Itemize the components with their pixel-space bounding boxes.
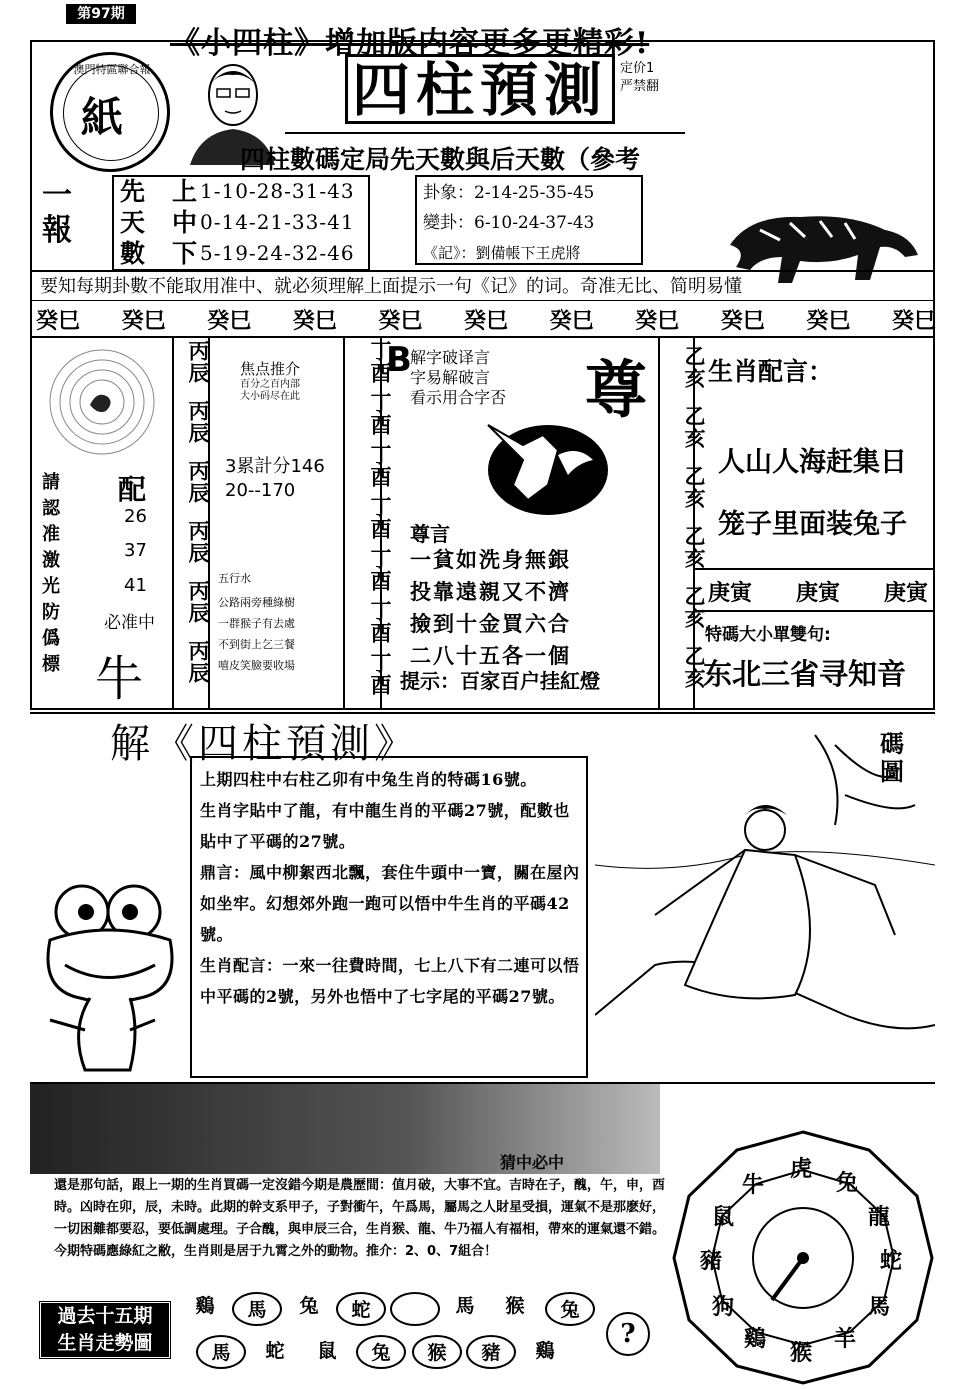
- past-line-1: 過去十五期: [57, 1305, 153, 1327]
- main-title: 四柱預測: [345, 54, 615, 124]
- price-line-1: 定价1: [620, 61, 655, 76]
- ganzhi-cell: 癸巳: [891, 308, 936, 334]
- column-dingyou: [350, 340, 410, 696]
- focus-line: 公路兩旁種綠樹: [218, 596, 295, 609]
- wheel-animal: 牛: [742, 1172, 765, 1198]
- special-text: 东北三省寻知音: [703, 657, 907, 691]
- solve-title: 解《四柱預測》: [110, 721, 418, 767]
- ganzhi-cell: 癸巳: [549, 308, 594, 334]
- wheel-animal: 鼠: [712, 1204, 735, 1230]
- past-label: [38, 1300, 172, 1360]
- divider: [343, 336, 345, 710]
- trend-bubble: 馬: [455, 1295, 475, 1317]
- zun-poem: [410, 544, 571, 672]
- ganzhi-cell: 丁酉: [368, 652, 393, 696]
- ganzhi-cell: 癸巳: [292, 308, 337, 334]
- wheel-animal: 兔: [836, 1170, 859, 1196]
- wheel-animal: 狗: [712, 1294, 735, 1320]
- ganzhi-cell: 丁酉: [368, 340, 393, 384]
- ganzhi-cell: 癸巳: [806, 308, 851, 334]
- ganzhi-cell: 丙辰: [186, 580, 211, 624]
- warn-char: 防: [42, 602, 60, 623]
- cartoon-frog: [30, 880, 190, 1080]
- zun-title: 尊言: [410, 522, 450, 546]
- divider: [172, 336, 174, 710]
- ganzhi-cell: 庚寅: [708, 580, 753, 606]
- trend-bubble: 蛇: [336, 1292, 386, 1326]
- nums-lower: 5-19-24-32-46: [200, 241, 355, 265]
- nums-middle: 0-14-21-33-41: [200, 210, 355, 234]
- deer-emblem: [468, 405, 613, 520]
- pei-num-2: 37: [124, 540, 147, 561]
- ganzhi-cell: 丙辰: [186, 640, 211, 684]
- title-rule: [285, 132, 685, 134]
- b-lines: [410, 348, 506, 408]
- swirl-emblem: [42, 345, 162, 460]
- focus-line: 一群猴子有去處: [218, 617, 295, 630]
- question-bubble: ?: [606, 1312, 650, 1356]
- center-hint: 提示：百家百户挂紅燈: [400, 669, 600, 693]
- side-char-2: 報: [42, 213, 72, 248]
- stamp-text: 澳門特區聯合報: [73, 63, 151, 76]
- b-line: 看示用合字否: [410, 388, 507, 407]
- focus-line: 嘻皮笑臉要收場: [218, 659, 295, 672]
- warn-char: 僞: [42, 628, 60, 649]
- b-letter: B: [386, 340, 412, 380]
- vertical-label-column: [120, 176, 145, 269]
- pos-upper: 上: [172, 177, 198, 206]
- pos-lower: 下: [172, 239, 198, 268]
- banner-text: 《小四柱》增加版内容更多更精彩!: [170, 26, 650, 61]
- pei-num-3: 41: [124, 575, 147, 596]
- warn-char: 激: [42, 550, 60, 571]
- pei-label: 配: [118, 473, 147, 506]
- trend-bubble: 兔: [545, 1292, 595, 1326]
- trend-bubble: 鼠: [317, 1340, 337, 1362]
- rule-ganzhi: [30, 336, 935, 338]
- solve-paragraph: 上期四柱中右柱乙卯有中兔生肖的特碼16號。: [200, 770, 537, 789]
- warn-char: 標: [42, 654, 60, 675]
- notice-text: 要知每期卦數不能取用准中、就必须理解上面提示一句《记》的词。奇准无比、简明易懂: [40, 276, 742, 297]
- label-shu: 數: [120, 239, 146, 268]
- ganzhi-cell: 癸巳: [121, 308, 166, 334]
- position-column: [172, 176, 197, 269]
- trend-bubble: 馬: [196, 1335, 246, 1369]
- sx-line-1: 人山人海赶集日: [718, 447, 907, 478]
- trend-bubble: 蛇: [265, 1340, 285, 1362]
- wheel-animal: 蛇: [880, 1248, 903, 1274]
- trend-bubble: 豬: [466, 1335, 516, 1369]
- ganzhi-cell: 丁酉: [368, 496, 393, 540]
- price-line-2: 严禁翻: [620, 79, 660, 94]
- seal-stamp: [50, 52, 170, 172]
- ganzhi-cell: 丁酉: [368, 548, 393, 592]
- ganzhi-cell: 丙辰: [186, 460, 211, 504]
- focus-element: 五行水: [218, 572, 251, 585]
- bottom-text: 還是那句話，跟上一期的生肖買碼一定沒錯今期是農歷間：值月破，大事不宜。吉時在子，醜，午，申，酉時。凶時在卯，辰，未時。此期的幹支系甲子，子對衝午，午爲馬，屬馬之人財星受損，運氣不是那麽好，一切困難都要忍，要低調處理。子合醜，與申辰三合，生肖猴、龍、牛乃福人有福相，帶來的運氣還不錯。今期特碼應綠紅之敝，生肖則是居于九霄之外的動物。推介：2、0、7組合！: [54, 1178, 666, 1259]
- issue-number: 第97期: [66, 4, 136, 24]
- pei-num-1: 26: [124, 506, 147, 527]
- warn-char: 請: [42, 472, 60, 493]
- wheel-animal: 馬: [868, 1294, 891, 1320]
- ganzhi-cell: 庚寅: [795, 580, 840, 606]
- label-xian: 先: [120, 177, 146, 206]
- zun-char: 尊: [585, 353, 648, 426]
- focus-line: 不到街上乞三餐: [218, 638, 295, 651]
- rule-gengyin-bottom: [693, 610, 935, 612]
- ganzhi-cell: 癸巳: [720, 308, 765, 334]
- gua-ji: 《記》：劉備帳下王虎將: [423, 244, 581, 262]
- side-char-1: 一: [42, 178, 72, 213]
- wheel-animal: 豬: [700, 1248, 723, 1274]
- must-hit: 必准中: [104, 613, 155, 633]
- bottom-title: 猜中必中: [500, 1153, 565, 1172]
- ganzhi-cell: 乙亥: [682, 345, 707, 389]
- column-bingchen: [178, 340, 218, 684]
- trend-bubble: 猴: [412, 1335, 462, 1369]
- poem-line: 撿到十金買六合: [410, 611, 571, 636]
- ganzhi-row: [36, 304, 936, 335]
- focus-score: 3累計分146: [225, 456, 325, 477]
- trend-bubble: 鷄: [195, 1295, 215, 1317]
- solve-paragraph: 鼎言：風中柳絮西北飄，套住牛頭中一寶，關在屋內如坐牢。幻想郊外跑一跑可以悟中牛生肖的平碼42號。: [200, 863, 580, 944]
- wheel-animal: 羊: [834, 1326, 857, 1352]
- nums-upper: 1-10-28-31-43: [200, 179, 355, 203]
- trend-bubble: 鷄: [535, 1340, 555, 1362]
- gua-xiang: 卦象：2-14-25-35-45: [423, 183, 595, 203]
- focus-sub-1: 百分之百内部: [240, 379, 300, 390]
- gua-bian: 變卦：6-10-24-37-43: [423, 213, 595, 233]
- rule-gengyin-top: [693, 568, 935, 570]
- label-tian: 天: [120, 208, 146, 237]
- gengyin-row: [708, 576, 928, 607]
- ganzhi-cell: 乙亥: [682, 585, 707, 629]
- ganzhi-cell: 乙亥: [682, 645, 707, 689]
- zodiac-wheel: [672, 1130, 934, 1385]
- focus-range: 20--170: [225, 480, 296, 501]
- ganzhi-cell: 丙辰: [186, 400, 211, 444]
- warn-char: 認: [42, 498, 60, 519]
- subtitle: 四柱數碼定局先天數與后天數（參考: [240, 145, 641, 174]
- focus-lines: [218, 592, 295, 676]
- wheel-animal: 猴: [790, 1340, 813, 1366]
- divider: [658, 336, 660, 710]
- wheel-animal: 鷄: [744, 1326, 767, 1352]
- ganzhi-cell: 乙亥: [682, 465, 707, 509]
- gua-lines: [423, 178, 594, 268]
- night-banner: [30, 1084, 660, 1174]
- lady-illustration: [595, 715, 935, 1080]
- poem-line: 一貧如洗身無銀: [410, 547, 571, 572]
- ganzhi-cell: 癸巳: [207, 308, 252, 334]
- focus-sub-2: 大小码尽在此: [240, 391, 300, 402]
- trend-bubble: 馬: [232, 1292, 282, 1326]
- warn-char: 光: [42, 576, 60, 597]
- wheel-animal: 虎: [790, 1156, 813, 1182]
- b-line: 字易解破言: [410, 368, 491, 387]
- trend-bubble: [390, 1292, 440, 1326]
- ganzhi-cell: 丙辰: [186, 520, 211, 564]
- ganzhi-cell: 庚寅: [883, 580, 928, 606]
- pos-middle: 中: [172, 208, 198, 237]
- trend-bubble: 兔: [299, 1295, 319, 1317]
- ganzhi-cell: 乙亥: [682, 405, 707, 449]
- focus-title: 焦点推介: [240, 360, 301, 378]
- warn-char: 准: [42, 524, 60, 545]
- b-line: 解字破译言: [410, 348, 491, 367]
- numbers-column: [200, 176, 355, 269]
- ganzhi-cell: 丁酉: [368, 392, 393, 436]
- ganzhi-cell: 丁酉: [368, 444, 393, 488]
- sx-line-2: 笼子里面装兔子: [718, 509, 907, 540]
- solve-paragraph: 生肖配言：一來一往費時間，七上八下有二連可以悟中平碼的2號，另外也悟中了七字尾的平碼27號。: [200, 956, 580, 1006]
- poem-line: 二八十五各一個: [410, 643, 571, 668]
- poem-line: 投靠遠親又不濟: [410, 579, 571, 604]
- ganzhi-cell: 癸巳: [378, 308, 423, 334]
- ganzhi-cell: 丁酉: [368, 600, 393, 644]
- special-title: 特碼大小單雙句:: [705, 625, 831, 645]
- vertical-warning: [42, 470, 60, 678]
- rule-notice: [30, 300, 935, 301]
- ganzhi-cell: 癸巳: [36, 308, 81, 334]
- ganzhi-cell: 丙辰: [186, 340, 211, 384]
- stamp-char: 紙: [81, 93, 124, 142]
- past-line-2: 生肖走勢圖: [57, 1332, 153, 1354]
- trend-bubble: 猴: [505, 1295, 525, 1317]
- solve-paragraph: 生肖字貼中了龍，有中龍生肖的平碼27號，配數也貼中了平碼的27號。: [200, 801, 570, 851]
- sx-title: 生肖配言：: [708, 357, 834, 386]
- price-info: [620, 60, 659, 96]
- animal-char: 牛: [95, 651, 144, 707]
- solve-text: [200, 764, 580, 1012]
- trend-bubble: 兔: [356, 1335, 406, 1369]
- ganzhi-cell: 癸巳: [635, 308, 680, 334]
- ganzhi-cell: 乙亥: [682, 525, 707, 569]
- ganzhi-cell: 癸巳: [463, 308, 508, 334]
- solve-side-label: 碼圖: [880, 729, 904, 786]
- wheel-animal: 龍: [868, 1204, 891, 1230]
